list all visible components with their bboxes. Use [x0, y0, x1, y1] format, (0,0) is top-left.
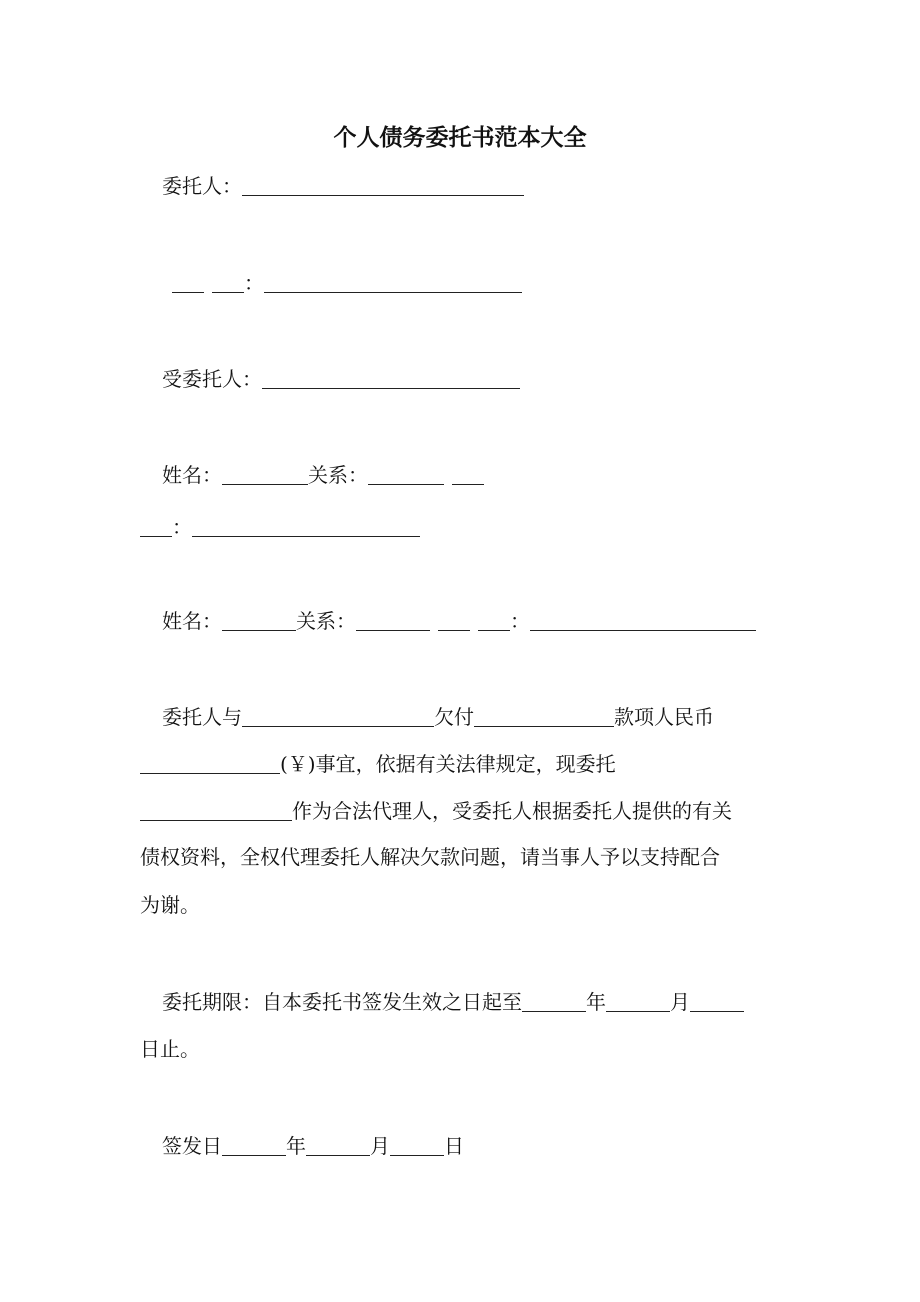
trustee-blank[interactable] [262, 366, 520, 389]
body-text-2a: (￥)事宜，依据有关法律规定，现委托 [280, 752, 616, 776]
colon-3: ： [510, 609, 530, 633]
trustee-label: 受委托人： [162, 367, 262, 391]
principal-extra-blank-2[interactable] [212, 270, 244, 293]
extra-blank-2[interactable] [140, 514, 172, 537]
issue-year-label: 年 [286, 1134, 306, 1158]
principal-extra-row [172, 270, 522, 295]
issue-day-blank[interactable] [390, 1133, 444, 1156]
principal-row [162, 173, 524, 198]
colon-2: ： [172, 515, 192, 539]
issue-month-blank[interactable] [306, 1133, 370, 1156]
principal-blank[interactable] [242, 173, 524, 196]
body-line-1 [162, 704, 714, 729]
body-line-2 [140, 751, 616, 776]
extra-blank-5[interactable] [478, 608, 510, 631]
body-text-1b: 欠付 [434, 705, 474, 729]
relation-blank-2[interactable] [356, 608, 430, 631]
term-month-label: 月 [670, 990, 690, 1014]
principal-label: 委托人： [162, 174, 242, 198]
body-line-5: 为谢。 [140, 893, 200, 917]
term-line-1 [162, 989, 744, 1014]
principal-extra-blank-3[interactable] [264, 270, 522, 293]
extra-blank-1[interactable] [452, 462, 484, 485]
term-day-blank[interactable] [690, 989, 744, 1012]
body-text-1a: 委托人与 [162, 705, 242, 729]
extra-blank-4[interactable] [438, 608, 470, 631]
term-year-blank[interactable] [522, 989, 586, 1012]
extra-blank-6[interactable] [530, 608, 756, 631]
name-label: 姓名： [162, 463, 222, 487]
relation-label: 关系： [308, 463, 368, 487]
term-label: 委托期限：自本委托书签发生效之日起至 [162, 990, 522, 1014]
name-blank-2[interactable] [222, 608, 296, 631]
debt-desc-blank[interactable] [474, 704, 614, 727]
name-blank-1[interactable] [222, 462, 308, 485]
issue-date-line [162, 1133, 464, 1158]
amount-blank[interactable] [140, 751, 280, 774]
relation-blank-1[interactable] [368, 462, 444, 485]
body-line-4: 债权资料，全权代理委托人解决欠款问题，请当事人予以支持配合 [140, 845, 720, 869]
issue-year-blank[interactable] [222, 1133, 286, 1156]
body-text-1c: 款项人民币 [614, 705, 714, 729]
term-line-2: 日止。 [140, 1037, 200, 1061]
relation-label-2: 关系： [296, 609, 356, 633]
issue-day-label: 日 [444, 1134, 464, 1158]
extra-blank-3[interactable] [192, 514, 420, 537]
name-label-2: 姓名： [162, 609, 222, 633]
term-year-label: 年 [586, 990, 606, 1014]
body-text-3a: 作为合法代理人，受委托人根据委托人提供的有关 [292, 799, 732, 823]
name-relation-row-2 [162, 608, 756, 633]
issue-label: 签发日 [162, 1134, 222, 1158]
trustee-row [162, 366, 520, 391]
colon: ： [244, 271, 264, 295]
name-relation-row-1 [162, 462, 484, 487]
document-title: 个人债务委托书范本大全 [333, 124, 587, 151]
debtor-blank[interactable] [242, 704, 434, 727]
principal-extra-blank-1[interactable] [172, 270, 204, 293]
issue-month-label: 月 [370, 1134, 390, 1158]
body-line-3 [140, 798, 732, 823]
term-month-blank[interactable] [606, 989, 670, 1012]
name-relation-row-1-cont [140, 514, 420, 539]
agent-blank[interactable] [140, 798, 292, 821]
